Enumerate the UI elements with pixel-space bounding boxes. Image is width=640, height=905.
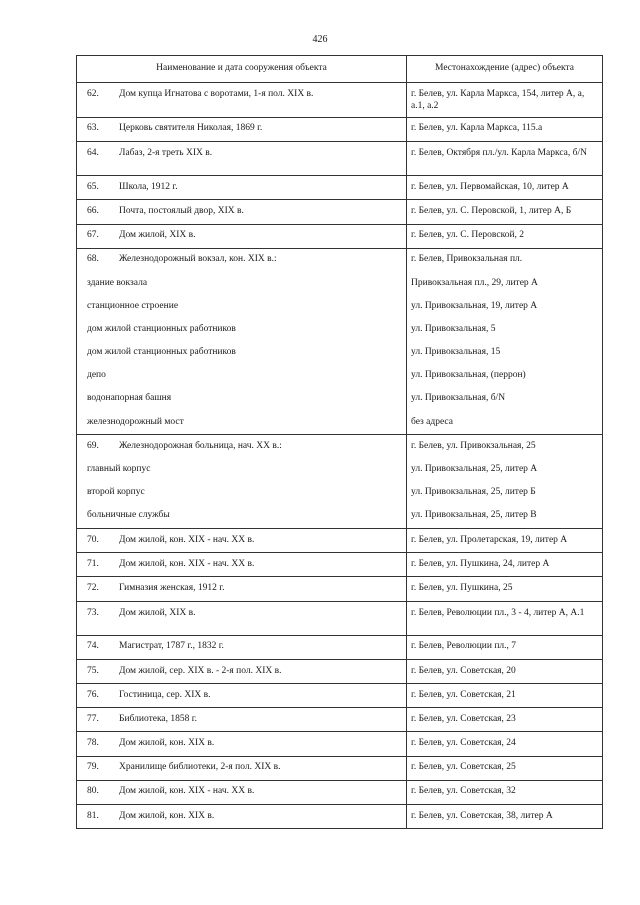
sub-object-address: ул. Привокзальная, 15 — [411, 347, 501, 358]
row-number: 63. — [87, 123, 99, 134]
object-name: Дом жилой, XIX в. — [119, 607, 196, 618]
sub-object-name: водонапорная башня — [87, 393, 172, 404]
object-name: Дом жилой, кон. XIX в. — [119, 738, 215, 749]
object-address-cell — [407, 176, 603, 200]
object-name: Хранилище библиотеки, 2-я пол. XIX в. — [119, 762, 281, 773]
object-address: г. Белев, ул. Карла Маркса, 154, литер А, а, а.1, а.2 — [411, 89, 585, 111]
object-address-cell — [407, 659, 603, 683]
object-name-cell — [77, 224, 407, 248]
object-name-cell — [77, 601, 407, 635]
sub-object-name: железнодорожный мост — [87, 416, 184, 427]
object-address: г. Белев, Привокзальная пл. — [411, 254, 523, 265]
object-name: Дом купца Игнатова с воротами, 1-я пол. XIX в. — [119, 89, 314, 99]
object-address: г. Белев, ул. Советская, 21 — [411, 689, 516, 700]
sub-object-address: ул. Привокзальная, 25, литер А — [411, 464, 538, 475]
object-address: г. Белев, ул. Карла Маркса, 115.а — [411, 123, 543, 134]
table-row — [77, 601, 603, 635]
sub-object-name: второй корпус — [87, 487, 145, 498]
object-name-cell — [77, 141, 407, 175]
table-row — [77, 117, 603, 141]
table-row — [77, 780, 603, 804]
object-name: Дом жилой, кон. XIX в. — [119, 810, 215, 821]
object-name: Дом жилой, кон. XIX - нач. XX в. — [119, 786, 255, 797]
object-name: Школа, 1912 г. — [119, 181, 178, 192]
object-address-cell — [407, 756, 603, 780]
object-name-cell — [77, 684, 407, 708]
object-name-cell — [77, 553, 407, 577]
object-address-cell — [407, 780, 603, 804]
object-address: г. Белев, ул. С. Перовской, 2 — [411, 230, 525, 241]
object-address-cell — [407, 248, 603, 435]
object-address: г. Белев, Революции пл., 7 — [411, 641, 517, 652]
object-name-cell — [77, 805, 407, 829]
row-number: 69. — [87, 440, 99, 451]
object-address-cell — [407, 528, 603, 552]
object-name-cell — [77, 83, 407, 118]
table-row — [77, 224, 603, 248]
sub-object-name: главный корпус — [87, 464, 151, 475]
sub-object-name: здание вокзала — [87, 277, 148, 288]
object-name-cell — [77, 117, 407, 141]
table-row — [77, 528, 603, 552]
object-address: г. Белев, Революции пл., 3 - 4, литер А, А.1 — [411, 607, 585, 618]
object-name: Дом жилой, XIX в. — [119, 230, 196, 241]
row-number: 73. — [87, 607, 99, 618]
object-address: г. Белев, ул. Пушкина, 25 — [411, 582, 513, 593]
row-number: 81. — [87, 810, 99, 821]
table-header-row — [77, 56, 603, 83]
row-number: 71. — [87, 558, 99, 569]
table-row — [77, 248, 603, 435]
object-name: Гостиница, сер. XIX в. — [119, 689, 211, 700]
row-number: 79. — [87, 762, 99, 773]
object-name-cell — [77, 435, 407, 529]
sub-object-address: ул. Привокзальная, 25, литер В — [411, 510, 537, 521]
object-name: Железнодорожная больница, нач. XX в.: — [119, 440, 282, 451]
row-number: 77. — [87, 713, 99, 724]
object-address-cell — [407, 200, 603, 224]
object-address-cell — [407, 553, 603, 577]
header-address-column: Местонахождение (адрес) объекта — [407, 56, 603, 83]
object-address-cell — [407, 577, 603, 601]
table-row — [77, 577, 603, 601]
object-name: Дом жилой, сер. XIX в. - 2-я пол. XIX в. — [119, 665, 282, 676]
table-row — [77, 732, 603, 756]
object-address-cell — [407, 141, 603, 175]
row-number: 65. — [87, 181, 99, 192]
object-name: Дом жилой, кон. XIX - нач. XX в. — [119, 558, 255, 569]
object-address-cell — [407, 83, 603, 118]
row-number: 68. — [87, 254, 99, 265]
object-address: г. Белев, ул. Пролетарская, 19, литер А — [411, 534, 568, 545]
object-address: г. Белев, ул. Советская, 25 — [411, 762, 516, 773]
object-name-cell — [77, 577, 407, 601]
table-row — [77, 435, 603, 529]
object-name-cell — [77, 528, 407, 552]
object-address-cell — [407, 708, 603, 732]
table-row — [77, 756, 603, 780]
table-row — [77, 708, 603, 732]
sub-object-address: ул. Привокзальная, б/N — [411, 393, 506, 404]
object-name: Библиотека, 1858 г. — [119, 713, 197, 724]
object-address-cell — [407, 601, 603, 635]
header-name-column: Наименование и дата сооружения объекта — [77, 56, 407, 83]
table-row — [77, 83, 603, 118]
object-address-cell — [407, 224, 603, 248]
page-number: 426 — [312, 34, 328, 45]
object-name-cell — [77, 780, 407, 804]
object-name-cell — [77, 659, 407, 683]
object-address-cell — [407, 684, 603, 708]
object-address: г. Белев, ул. Советская, 20 — [411, 665, 516, 676]
sub-object-name: станционное строение — [87, 300, 179, 311]
row-number: 74. — [87, 641, 99, 652]
object-address: г. Белев, ул. С. Перовской, 1, литер А, Б — [411, 205, 572, 216]
row-number: 67. — [87, 230, 99, 241]
object-name: Почта, постоялый двор, XIX в. — [119, 205, 244, 216]
object-name: Железнодорожный вокзал, кон. XIX в.: — [119, 254, 277, 265]
table-row — [77, 635, 603, 659]
sub-object-address: ул. Привокзальная, 5 — [411, 323, 496, 334]
row-number: 72. — [87, 582, 99, 593]
object-name: Дом жилой, кон. XIX - нач. XX в. — [119, 534, 255, 545]
table-row — [77, 805, 603, 829]
object-name-cell — [77, 248, 407, 435]
object-address: г. Белев, ул. Первомайская, 10, литер А — [411, 181, 569, 192]
object-name: Лабаз, 2-я треть XIX в. — [119, 147, 213, 158]
object-address: г. Белев, Октября пл./ул. Карла Маркса, б/N — [411, 147, 587, 158]
sub-object-name: дом жилой станционных работников — [87, 347, 236, 358]
table-body — [77, 83, 603, 829]
row-number: 80. — [87, 786, 99, 797]
table-row — [77, 200, 603, 224]
object-address: г. Белев, ул. Советская, 38, литер А — [411, 810, 553, 821]
object-address-cell — [407, 117, 603, 141]
row-number: 75. — [87, 665, 99, 676]
object-address: г. Белев, ул. Советская, 32 — [411, 786, 516, 797]
row-number: 76. — [87, 689, 99, 700]
object-address-cell — [407, 732, 603, 756]
row-number: 66. — [87, 205, 99, 216]
object-name: Гимназия женская, 1912 г. — [119, 582, 225, 593]
sub-object-address: ул. Привокзальная, 19, литер А — [411, 300, 538, 311]
table-row — [77, 141, 603, 175]
row-number: 64. — [87, 147, 99, 158]
object-address: г. Белев, ул. Пушкина, 24, литер А — [411, 558, 550, 569]
object-address: г. Белев, ул. Советская, 24 — [411, 738, 516, 749]
sub-object-address: без адреса — [411, 416, 453, 427]
object-name: Магистрат, 1787 г., 1832 г. — [119, 641, 224, 652]
row-number: 78. — [87, 738, 99, 749]
object-name-cell — [77, 176, 407, 200]
object-name-cell — [77, 756, 407, 780]
row-number: 62. — [87, 89, 99, 99]
object-address: г. Белев, ул. Советская, 23 — [411, 713, 516, 724]
object-name-cell — [77, 708, 407, 732]
row-number: 70. — [87, 534, 99, 545]
table-row — [77, 553, 603, 577]
object-address-cell — [407, 435, 603, 529]
sub-object-address: Привокзальная пл., 29, литер А — [411, 277, 538, 288]
heritage-objects-table — [76, 55, 603, 829]
object-address: г. Белев, ул. Привокзальная, 25 — [411, 440, 536, 451]
object-name-cell — [77, 732, 407, 756]
table-row — [77, 176, 603, 200]
table-row — [77, 659, 603, 683]
object-name-cell — [77, 200, 407, 224]
sub-object-address: ул. Привокзальная, 25, литер Б — [411, 487, 536, 498]
object-address-cell — [407, 635, 603, 659]
sub-object-address: ул. Привокзальная, (перрон) — [411, 370, 526, 381]
object-name: Церковь святителя Николая, 1869 г. — [119, 123, 263, 134]
sub-object-name: депо — [87, 370, 106, 381]
object-address-cell — [407, 805, 603, 829]
object-name-cell — [77, 635, 407, 659]
table-row — [77, 684, 603, 708]
sub-object-name: дом жилой станционных работников — [87, 323, 236, 334]
sub-object-name: больничные службы — [87, 510, 170, 521]
